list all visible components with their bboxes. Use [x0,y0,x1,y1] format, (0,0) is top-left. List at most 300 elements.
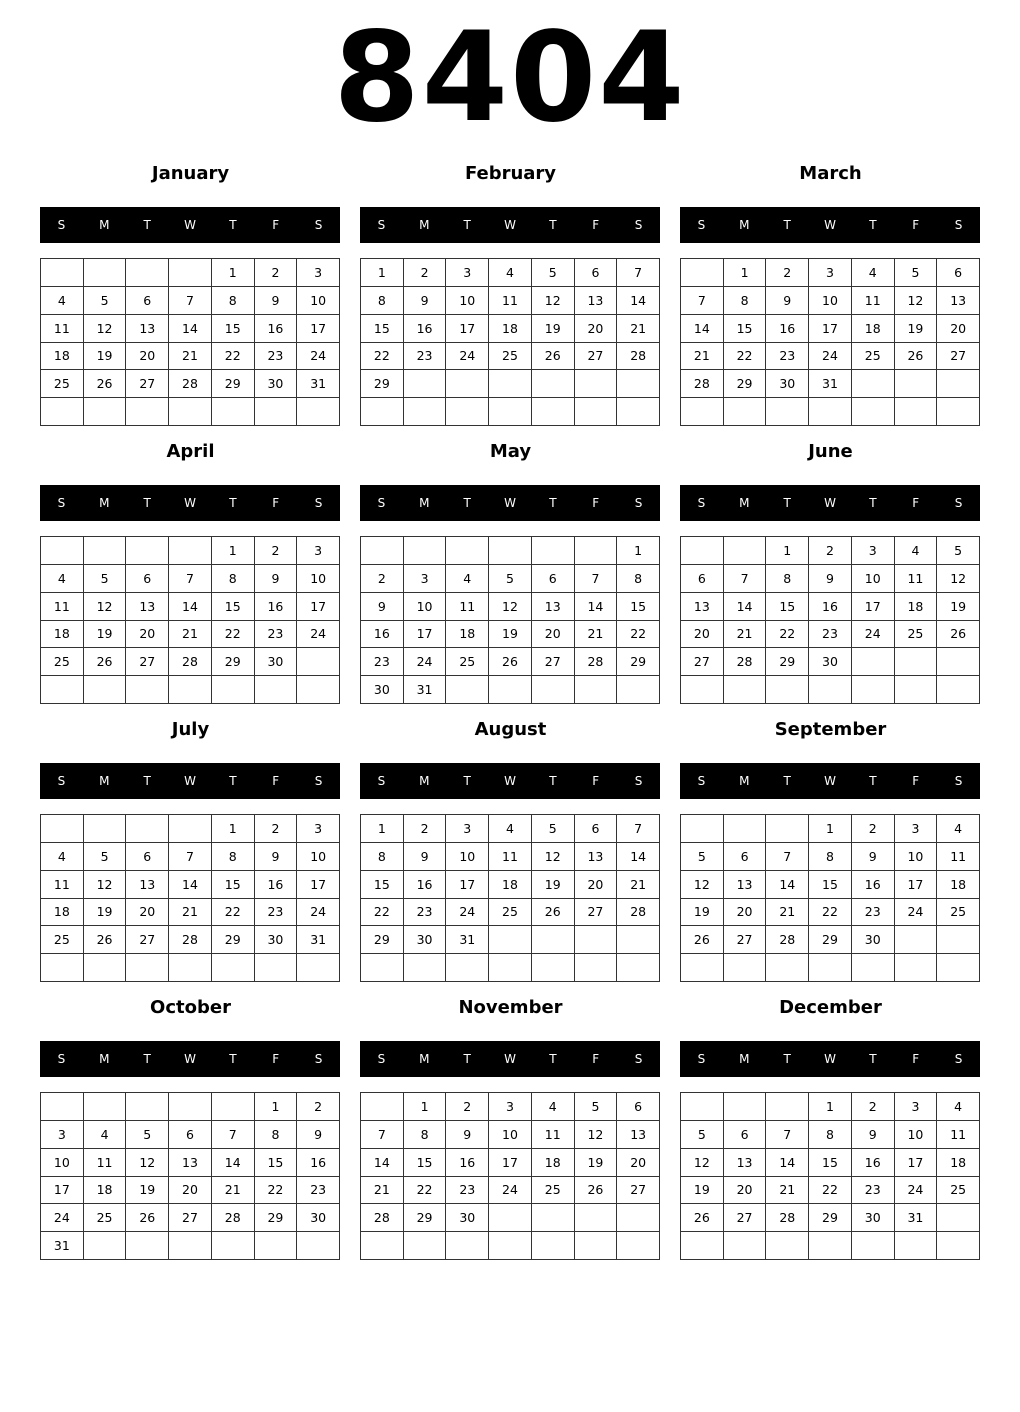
day-cell: 17 [41,1177,84,1205]
weekday-header-bar [360,763,660,799]
empty-day-cell [852,1232,895,1260]
weekday-label: W [184,218,196,232]
day-cell: 22 [361,343,404,371]
day-cell: 18 [41,621,84,649]
day-cell: 11 [937,843,980,871]
day-cell: 11 [895,565,938,593]
empty-day-cell [724,398,767,426]
day-cell: 15 [212,315,255,343]
weekday-label: M [739,218,750,232]
day-cell: 14 [617,287,660,315]
weekday-label: M [419,1052,430,1066]
day-cell: 11 [446,593,489,621]
day-cell: 19 [84,343,127,371]
day-cell: 1 [404,1093,447,1121]
empty-day-cell [126,259,169,287]
day-cell: 24 [895,1177,938,1205]
weekday-header-bar [360,485,660,521]
empty-day-cell [489,1232,532,1260]
weekday-label: S [314,496,323,510]
day-grid [360,1092,660,1260]
empty-day-cell [404,954,447,982]
day-cell: 3 [41,1121,84,1149]
empty-day-cell [724,1232,767,1260]
day-cell: 12 [532,843,575,871]
day-cell: 3 [297,537,340,565]
day-cell: 10 [297,843,340,871]
day-cell: 18 [41,343,84,371]
day-cell: 30 [446,1204,489,1232]
day-cell: 28 [169,370,212,398]
weekday-label: M [739,774,750,788]
day-cell: 2 [404,815,447,843]
empty-day-cell [937,676,980,704]
day-cell: 23 [255,899,298,927]
day-cell: 11 [41,871,84,899]
weekday-label: F [272,774,280,788]
empty-day-cell [41,815,84,843]
day-cell: 25 [937,1177,980,1205]
day-cell: 17 [297,315,340,343]
day-cell: 29 [404,1204,447,1232]
day-cell: 4 [852,259,895,287]
day-cell: 11 [532,1121,575,1149]
day-cell: 1 [724,259,767,287]
empty-day-cell [617,370,660,398]
day-cell: 9 [361,593,404,621]
weekday-label: F [272,1052,280,1066]
day-cell: 16 [809,593,852,621]
day-grid [40,258,340,426]
month-name: June [808,441,853,462]
weekday-label: S [634,496,643,510]
year-title: 8404 [333,6,687,150]
day-cell: 19 [84,621,127,649]
empty-day-cell [895,954,938,982]
day-cell: 14 [169,871,212,899]
empty-day-cell [724,815,767,843]
day-cell: 21 [617,315,660,343]
day-cell: 16 [297,1149,340,1177]
day-cell: 6 [681,565,724,593]
day-cell: 30 [852,926,895,954]
day-cell: 3 [297,815,340,843]
day-cell: 26 [681,1204,724,1232]
day-cell: 10 [297,565,340,593]
empty-day-cell [404,1232,447,1260]
day-cell: 26 [84,648,127,676]
day-cell: 29 [361,926,404,954]
day-cell: 3 [446,815,489,843]
empty-day-cell [212,1093,255,1121]
day-cell: 25 [532,1177,575,1205]
day-cell: 23 [404,343,447,371]
day-cell: 10 [41,1149,84,1177]
empty-day-cell [41,259,84,287]
day-grid [360,814,660,982]
day-cell: 4 [532,1093,575,1121]
day-cell: 23 [766,343,809,371]
day-cell: 10 [446,287,489,315]
day-cell: 5 [126,1121,169,1149]
day-cell: 23 [361,648,404,676]
day-cell: 2 [766,259,809,287]
weekday-label: W [824,496,836,510]
empty-day-cell [41,398,84,426]
weekday-label: S [634,1052,643,1066]
day-cell: 3 [297,259,340,287]
weekday-label: S [697,218,706,232]
weekday-label: F [592,218,600,232]
day-cell: 6 [937,259,980,287]
day-cell: 13 [937,287,980,315]
day-cell: 6 [575,259,618,287]
day-cell: 15 [361,315,404,343]
weekday-label: T [463,1052,471,1066]
weekday-label: F [592,774,600,788]
day-cell: 6 [126,565,169,593]
day-cell: 17 [895,871,938,899]
day-cell: 27 [724,1204,767,1232]
day-cell: 27 [169,1204,212,1232]
month-name: November [458,997,563,1018]
empty-day-cell [255,676,298,704]
day-cell: 4 [489,259,532,287]
day-cell: 1 [361,815,404,843]
empty-day-cell [617,1204,660,1232]
weekday-label: T [869,1052,877,1066]
day-cell: 5 [84,565,127,593]
empty-day-cell [937,1232,980,1260]
day-cell: 19 [84,899,127,927]
day-cell: 1 [255,1093,298,1121]
empty-day-cell [809,398,852,426]
day-cell: 17 [852,593,895,621]
day-cell: 26 [681,926,724,954]
day-cell: 13 [532,593,575,621]
empty-day-cell [937,926,980,954]
day-cell: 29 [212,370,255,398]
empty-day-cell [681,954,724,982]
day-cell: 18 [895,593,938,621]
empty-day-cell [852,954,895,982]
weekday-label: T [463,774,471,788]
day-cell: 17 [297,593,340,621]
weekday-header-bar [40,207,340,243]
day-cell: 19 [937,593,980,621]
day-cell: 10 [809,287,852,315]
empty-day-cell [446,676,489,704]
day-cell: 13 [617,1121,660,1149]
weekday-label: T [869,496,877,510]
empty-day-cell [126,537,169,565]
day-cell: 7 [169,843,212,871]
day-cell: 14 [361,1149,404,1177]
empty-day-cell [169,1232,212,1260]
empty-day-cell [126,676,169,704]
weekday-label: T [783,496,791,510]
day-cell: 14 [766,1149,809,1177]
empty-day-cell [617,398,660,426]
day-cell: 16 [446,1149,489,1177]
weekday-label: S [314,1052,323,1066]
day-cell: 1 [212,815,255,843]
day-cell: 18 [84,1177,127,1205]
day-cell: 20 [532,621,575,649]
day-grid [360,258,660,426]
day-cell: 16 [255,593,298,621]
empty-day-cell [297,954,340,982]
empty-day-cell [41,676,84,704]
day-cell: 25 [489,343,532,371]
day-cell: 5 [532,815,575,843]
day-cell: 8 [212,287,255,315]
day-cell: 14 [575,593,618,621]
day-cell: 4 [895,537,938,565]
day-cell: 13 [681,593,724,621]
day-cell: 15 [361,871,404,899]
weekday-label: M [739,496,750,510]
weekday-label: W [824,1052,836,1066]
weekday-label: S [697,1052,706,1066]
day-grid [40,536,340,704]
day-cell: 30 [852,1204,895,1232]
day-cell: 23 [852,899,895,927]
day-cell: 30 [809,648,852,676]
empty-day-cell [84,259,127,287]
day-cell: 15 [724,315,767,343]
day-cell: 20 [169,1177,212,1205]
day-cell: 30 [404,926,447,954]
empty-day-cell [852,398,895,426]
weekday-label: T [229,774,237,788]
day-cell: 17 [489,1149,532,1177]
weekday-header-bar [40,763,340,799]
day-cell: 3 [489,1093,532,1121]
day-cell: 9 [404,287,447,315]
day-cell: 27 [575,343,618,371]
month-name: August [474,719,547,740]
empty-day-cell [681,398,724,426]
weekday-label: S [697,774,706,788]
empty-day-cell [575,926,618,954]
empty-day-cell [895,926,938,954]
day-cell: 22 [212,621,255,649]
empty-day-cell [446,537,489,565]
day-cell: 26 [84,370,127,398]
day-cell: 27 [681,648,724,676]
day-cell: 12 [895,287,938,315]
empty-day-cell [681,815,724,843]
day-cell: 22 [361,899,404,927]
day-cell: 2 [809,537,852,565]
day-cell: 23 [446,1177,489,1205]
empty-day-cell [617,954,660,982]
empty-day-cell [297,398,340,426]
day-cell: 4 [41,565,84,593]
day-cell: 10 [895,1121,938,1149]
weekday-header-bar [680,207,980,243]
day-cell: 8 [361,287,404,315]
day-cell: 8 [361,843,404,871]
empty-day-cell [681,676,724,704]
empty-day-cell [852,648,895,676]
day-cell: 12 [84,871,127,899]
month-name: February [464,163,557,184]
empty-day-cell [766,1093,809,1121]
day-cell: 20 [681,621,724,649]
day-cell: 20 [575,871,618,899]
day-cell: 28 [766,926,809,954]
day-cell: 14 [617,843,660,871]
day-cell: 16 [404,871,447,899]
day-cell: 24 [297,899,340,927]
day-cell: 17 [404,621,447,649]
weekday-label: T [549,496,557,510]
day-cell: 18 [489,315,532,343]
day-cell: 25 [41,370,84,398]
day-cell: 13 [126,593,169,621]
day-cell: 1 [809,1093,852,1121]
weekday-label: T [229,496,237,510]
empty-day-cell [446,370,489,398]
day-cell: 15 [212,871,255,899]
empty-day-cell [446,398,489,426]
empty-day-cell [84,1232,127,1260]
weekday-label: S [954,774,963,788]
day-cell: 30 [255,648,298,676]
day-cell: 16 [361,621,404,649]
weekday-header-bar [360,1041,660,1077]
day-cell: 1 [212,537,255,565]
day-cell: 29 [255,1204,298,1232]
day-cell: 26 [126,1204,169,1232]
empty-day-cell [575,954,618,982]
empty-day-cell [169,954,212,982]
empty-day-cell [84,537,127,565]
weekday-label: M [99,774,110,788]
day-cell: 5 [84,287,127,315]
empty-day-cell [361,1093,404,1121]
day-cell: 1 [809,815,852,843]
day-cell: 23 [852,1177,895,1205]
weekday-label: F [912,1052,920,1066]
day-cell: 14 [169,593,212,621]
day-cell: 13 [575,843,618,871]
day-cell: 31 [41,1232,84,1260]
day-cell: 8 [212,565,255,593]
day-cell: 4 [41,287,84,315]
empty-day-cell [766,1232,809,1260]
empty-day-cell [404,370,447,398]
empty-day-cell [532,1204,575,1232]
weekday-header-bar [40,1041,340,1077]
day-cell: 15 [212,593,255,621]
day-cell: 29 [361,370,404,398]
weekday-label: S [314,218,323,232]
month-name: January [151,163,230,184]
day-cell: 5 [681,843,724,871]
empty-day-cell [617,1232,660,1260]
day-cell: 29 [617,648,660,676]
empty-day-cell [41,954,84,982]
day-cell: 6 [575,815,618,843]
day-cell: 13 [724,1149,767,1177]
empty-day-cell [724,1093,767,1121]
empty-day-cell [937,648,980,676]
weekday-label: F [592,1052,600,1066]
day-cell: 11 [852,287,895,315]
day-cell: 12 [575,1121,618,1149]
day-cell: 5 [84,843,127,871]
day-cell: 12 [681,871,724,899]
empty-day-cell [937,1204,980,1232]
day-cell: 2 [255,815,298,843]
day-cell: 17 [446,871,489,899]
weekday-label: M [739,1052,750,1066]
day-cell: 28 [575,648,618,676]
weekday-label: T [549,1052,557,1066]
day-cell: 13 [126,871,169,899]
day-cell: 13 [724,871,767,899]
day-cell: 24 [41,1204,84,1232]
day-cell: 7 [212,1121,255,1149]
empty-day-cell [84,398,127,426]
empty-day-cell [895,648,938,676]
empty-day-cell [532,1232,575,1260]
empty-day-cell [84,676,127,704]
empty-day-cell [937,398,980,426]
day-cell: 27 [617,1177,660,1205]
day-cell: 20 [724,899,767,927]
day-cell: 21 [617,871,660,899]
day-cell: 28 [617,343,660,371]
day-cell: 21 [575,621,618,649]
day-cell: 24 [895,899,938,927]
day-cell: 2 [446,1093,489,1121]
day-cell: 26 [575,1177,618,1205]
day-cell: 29 [809,926,852,954]
weekday-label: S [57,496,66,510]
day-cell: 4 [84,1121,127,1149]
day-cell: 22 [617,621,660,649]
day-cell: 3 [895,1093,938,1121]
day-cell: 4 [937,815,980,843]
day-cell: 9 [297,1121,340,1149]
weekday-label: T [143,218,151,232]
month-name: October [150,997,231,1018]
day-cell: 31 [809,370,852,398]
day-cell: 21 [169,899,212,927]
day-cell: 28 [766,1204,809,1232]
day-cell: 26 [532,899,575,927]
day-cell: 17 [297,871,340,899]
day-cell: 27 [126,648,169,676]
month-name: April [166,441,215,462]
day-cell: 19 [575,1149,618,1177]
weekday-label: T [783,218,791,232]
day-cell: 14 [766,871,809,899]
empty-day-cell [212,676,255,704]
day-cell: 17 [895,1149,938,1177]
empty-day-cell [84,815,127,843]
weekday-label: W [504,218,516,232]
day-cell: 9 [255,287,298,315]
day-cell: 25 [84,1204,127,1232]
day-cell: 19 [126,1177,169,1205]
day-cell: 5 [489,565,532,593]
day-cell: 15 [766,593,809,621]
